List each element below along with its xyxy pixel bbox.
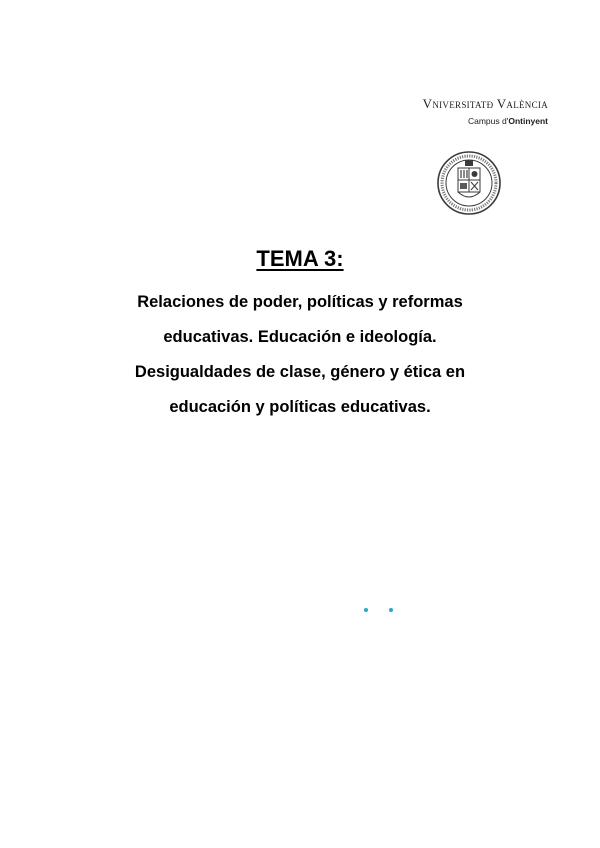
decorative-dot <box>364 608 368 612</box>
subtitle-line: educativas. Educación e ideología. <box>163 328 437 346</box>
subtitle-line: educación y políticas educativas. <box>169 398 431 416</box>
document-subtitle <box>0 285 600 425</box>
university-name-part-1: Vniver <box>422 96 462 111</box>
campus-prefix: Campus d' <box>467 116 509 126</box>
subtitle-line: Relaciones de poder, políticas y reformas <box>137 293 463 311</box>
university-header <box>423 96 548 126</box>
university-name-part-3: ɖ València <box>486 96 548 111</box>
university-name <box>423 96 548 112</box>
subtitle-line: Desigualdades de clase, género y ética en <box>134 363 466 381</box>
campus-name-bold: Ontinyent <box>508 116 548 126</box>
campus-name <box>423 116 548 126</box>
university-name-part-2: sitat <box>461 96 487 111</box>
decorative-dot <box>389 608 393 612</box>
document-title: TEMA 3: <box>256 246 344 271</box>
university-seal-icon <box>436 150 502 216</box>
